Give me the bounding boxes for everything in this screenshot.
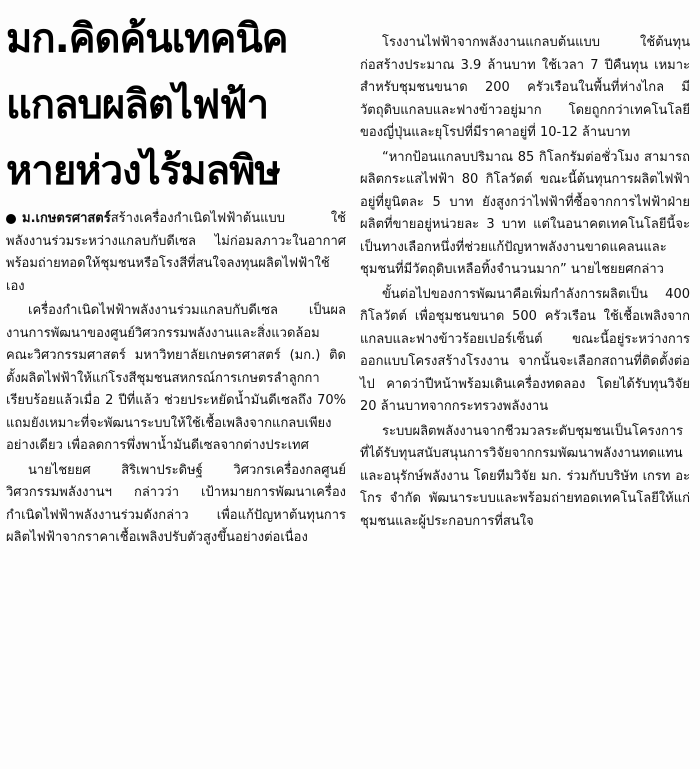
right-paragraph-1: โรงงานไฟฟ้าจากพลังงานแกลบต้นแบบ ใช้ต้นทุนก่อสร้างประมาณ 3.9 ล้านบาท ใช้เวลา 7 ปีคืนทุน เหมาะสำหรับชุมชนขนาด 200 ครัวเรือนในพื้นที่ห่างไกล มีวัตถุดิบแกลบและฟางข้าวอยู่มาก โดยถูกกว่าเทคโนโลยีของญี่ปุ่นและยุโรปที่มีราคาอยู่ที่ 10-12 ล้านบาท bbox=[360, 35, 690, 140]
left-column bbox=[6, 10, 346, 550]
left-paragraph-3: นายไชยยศ สิริเพาประดิษฐ์ วิศวกรเครื่องกลศูนย์วิศวกรรมพลังงานฯ กล่าวว่า เป้าหมายการพัฒนาเครื่องกำเนิดไฟฟ้าพลังงานร่วมดังกล่าว เพื่อแก้ปัญหาต้นทุนการผลิตไฟฟ้าจากราคาเชื้อเพลิงปรับตัวสูงขึ้นอย่างต่อเนื่อง bbox=[6, 462, 346, 545]
right-column bbox=[360, 32, 690, 533]
headline-line-3: หายห่วงไร้มลพิษ bbox=[6, 148, 280, 194]
lead-text: สร้างเครื่องกำเนิดไฟฟ้าต้นแบบ ใช้พลังงานร่วมระหว่างแกลบกับดีเซล ไม่ก่อมลภาวะในอากาศ พร้อมถ่ายทอดให้ชุมชนหรือโรงสีที่สนใจลงทุนผลิตไฟฟ้าใช้เอง bbox=[6, 211, 346, 294]
right-paragraph-2: “หากป้อนแกลบปริมาณ 85 กิโลกรัมต่อชั่วโมง สามารถผลิตกระแสไฟฟ้า 80 กิโลวัตต์ ขณะนี้ต้นทุนการผลิตไฟฟ้าอยู่ที่ยูนิตละ 5 บาท ยังสูงกว่าไฟฟ้าที่ซื้อจากการไฟฟ้าฝ่ายผลิตที่ขายอยู่หน่วยละ 3 บาท แต่ในอนาคตเทคโนโลยีนี้จะเป็นทางเลือกหนึ่งที่ช่วยแก้ปัญหาพลังงานขาดแคลนและชุมชนที่มีวัตถุดิบเหลือทิ้งจำนวนมาก” นายไชยยศกล่าว bbox=[360, 149, 690, 277]
left-paragraph-2: เครื่องกำเนิดไฟฟ้าพลังงานร่วมแกลบกับดีเซล เป็นผลงานการพัฒนาของศูนย์วิศวกรรมพลังงานและสิ่งแวดล้อม คณะวิศวกรรมศาสตร์ มหาวิทยาลัยเกษตรศาสตร์ (มก.) ติดตั้งผลิตไฟฟ้าให้แก่โรงสีชุมชนสหกรณ์การเกษตรลำลูกกาเรียบร้อยแล้วเมื่อ 2 ปีที่แล้ว ช่วยประหยัดน้ำมันดีเซลถึง 70% แถมยังเหมาะที่จะพัฒนาระบบให้ใช้เชื้อเพลิงจากแกลบเพียงอย่างเดียว เพื่อลดการพึ่งพาน้ำมันดีเซลจากต่างประเทศ bbox=[6, 303, 346, 453]
bullet-icon bbox=[6, 214, 16, 224]
headline-line-2: แกลบผลิตไฟฟ้า bbox=[6, 82, 269, 128]
right-paragraph-4: ระบบผลิตพลังงานจากชีวมวลระดับชุมชนเป็นโครงการที่ได้รับทุนสนับสนุนการวิจัยจากกรมพัฒนาพลังงานทดแทนและอนุรักษ์พลังงาน โดยทีมวิจัย มก. ร่วมกับบริษัท เกรท อะโกร จำกัด พัฒนาระบบและพร้อมถ่ายทอดเทคโนโลยีให้แก่ชุมชนและผู้ประกอบการที่สนใจ bbox=[360, 423, 690, 529]
lead-paragraph bbox=[6, 208, 346, 298]
headline-line-1: มก.คิดค้นเทคนิค bbox=[6, 16, 288, 62]
lead-byline: ม.เกษตรศาสตร์ bbox=[22, 211, 111, 226]
right-paragraph-3: ขั้นต่อไปของการพัฒนาคือเพิ่มกำลังการผลิตเป็น 400 กิโลวัตต์ เพื่อชุมชนขนาด 500 ครัวเรือน ใช้เชื้อเพลิงจากแกลบและฟางข้าวร้อยเปอร์เซ็นต์ ขณะนี้อยู่ระหว่างการออกแบบโครงสร้างโรงงาน จากนั้นจะเลือกสถานที่ติดตั้งต่อไป คาดว่าปีหน้าพร้อมเดินเครื่องทดลอง โดยได้รับทุนวิจัย 20 ล้านบาทจากกระทรวงพลังงาน bbox=[360, 286, 690, 414]
